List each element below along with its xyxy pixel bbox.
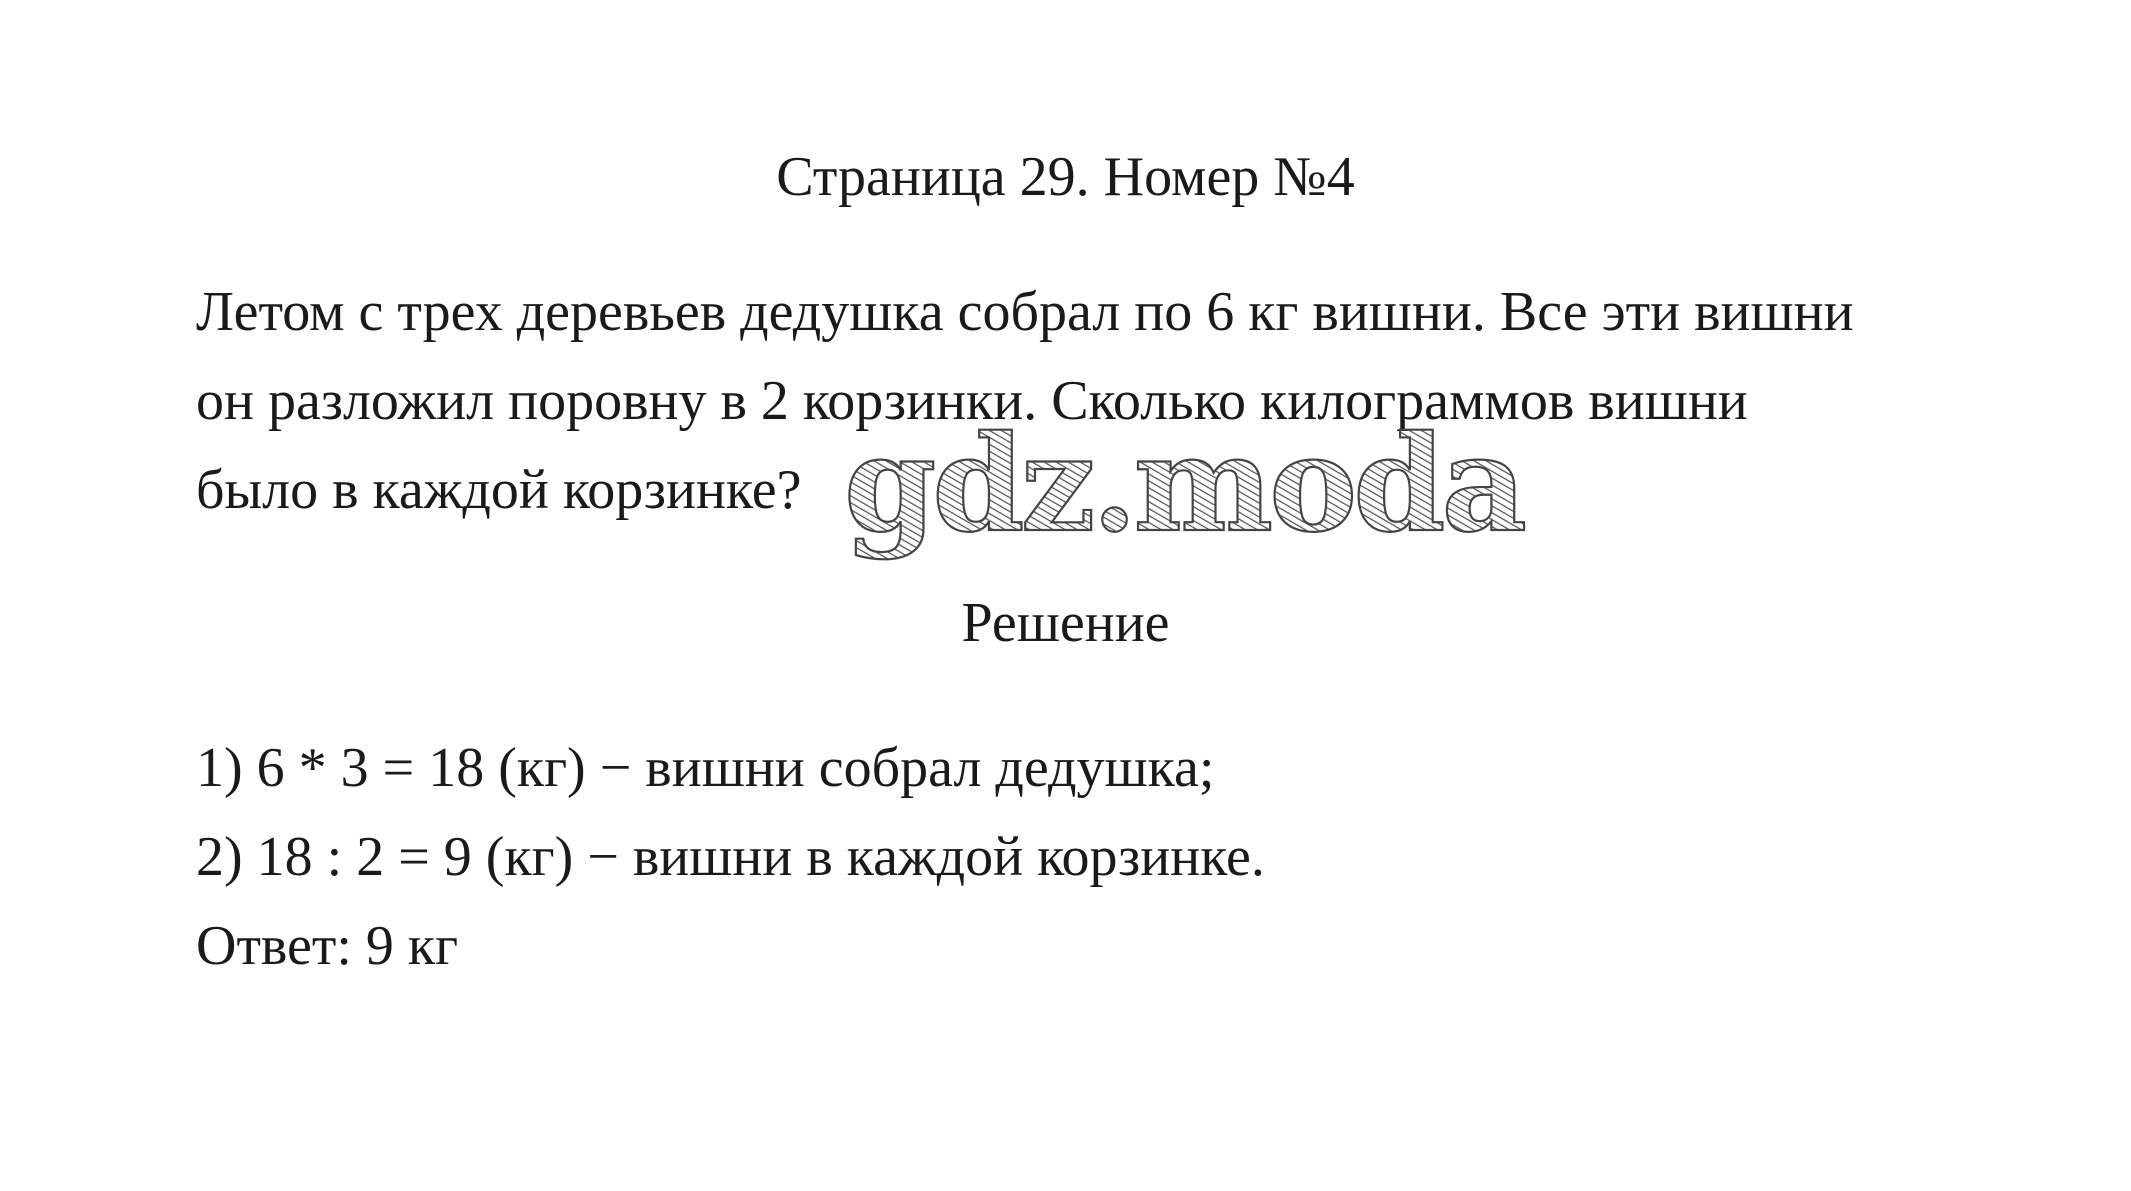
answer-line: Ответ: 9 кг (196, 915, 459, 977)
problem-line: было в каждой корзинке? (196, 459, 802, 521)
watermark-logo (838, 407, 1524, 570)
solution-steps (196, 724, 1265, 991)
watermark-text: gdz.moda (844, 407, 1524, 562)
problem-line: он разложил поровну в 2 корзинки. Сколько килограммов вишни (196, 370, 1748, 432)
page-title: Страница 29. Номер №4 (776, 146, 1355, 208)
solution-heading: Решение (961, 592, 1170, 654)
solution-step: 1) 6 * 3 = 18 (кг) − вишни собрал дедушка; (196, 737, 1215, 799)
problem-line: Летом с трех деревьев дедушка собрал по 6 кг вишни. Все эти вишни (196, 281, 1854, 343)
solution-step: 2) 18 : 2 = 9 (кг) − вишни в каждой корзинке. (196, 826, 1265, 888)
